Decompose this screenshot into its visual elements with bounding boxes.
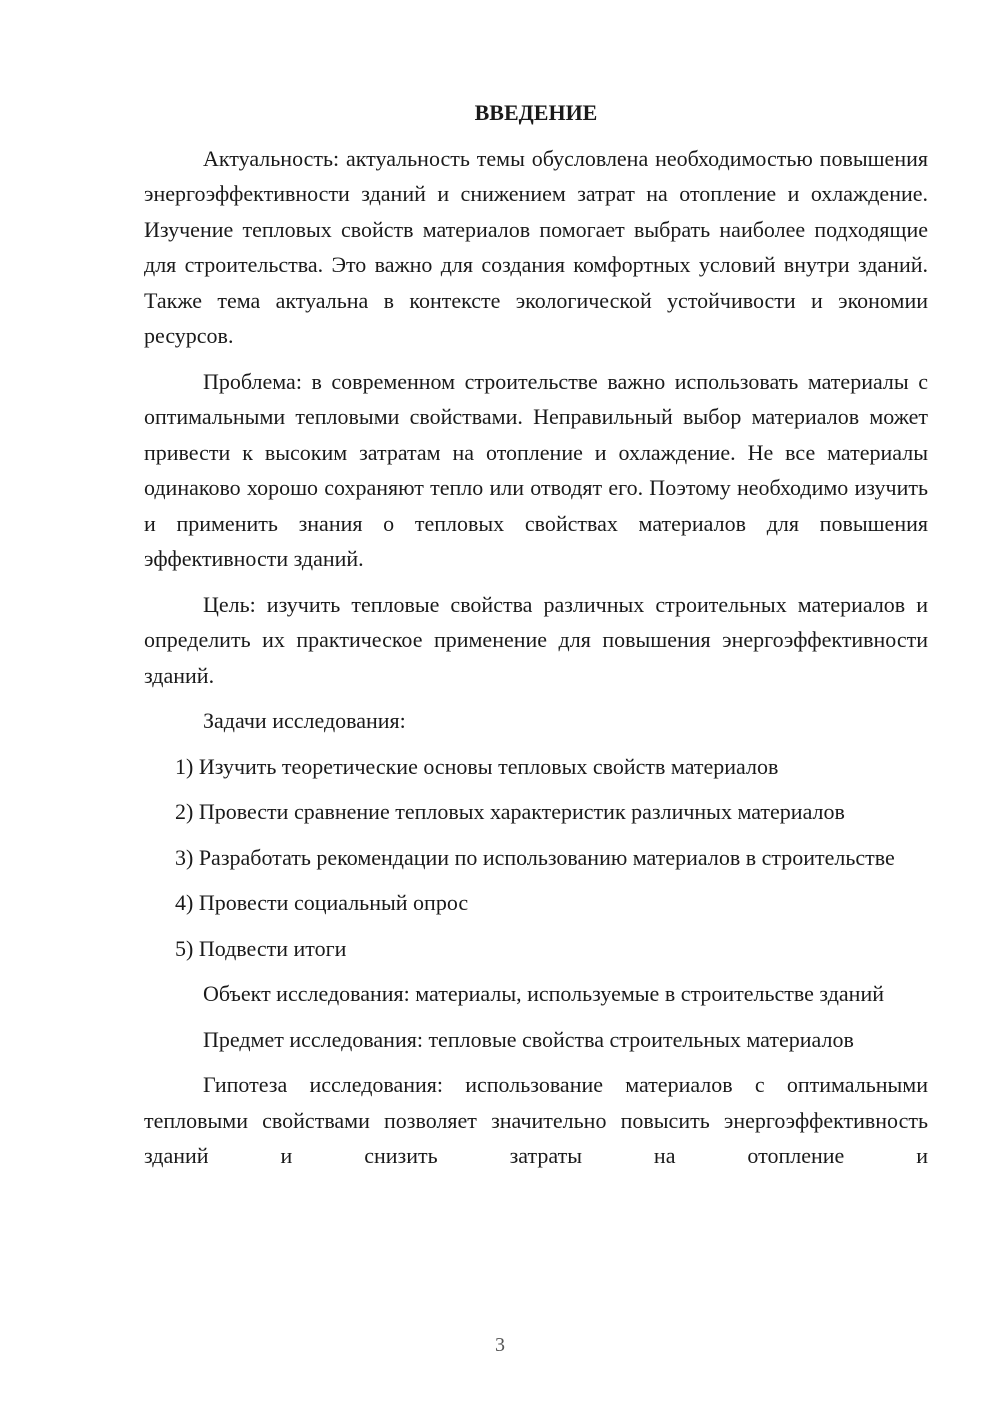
- paragraph-relevance: Актуальность: актуальность темы обусловлена необходимостью повышения энергоэффективности зданий и снижением затрат на отопление и охлаждение. Изучение тепловых свойств материалов помогает выбрать наиболее подходящие для строительства. Это важно для создания комфортных условий внутри зданий. Также тема актуальна в контексте экологической устойчивости и экономии ресурсов.: [144, 145, 928, 348]
- paragraph-tasks-heading: Задачи исследования:: [203, 708, 406, 733]
- list-item: 2) Провести сравнение тепловых характеристик различных материалов: [175, 799, 845, 824]
- paragraph-problem: Проблема: в современном строительстве важно использовать материалы с оптимальными тепловыми свойствами. Неправильный выбор материалов может привести к высоким затратам на отопление и охлаждение. Не все материалы одинаково хорошо сохраняют тепло или отводят его. Поэтому необходимо изучить и применить знания о тепловых свойствах материалов для повышения эффективности зданий.: [144, 368, 928, 571]
- list-item: 5) Подвести итоги: [175, 935, 347, 961]
- paragraph-hypothesis: Гипотеза исследования: использование материалов с оптимальными тепловыми свойствами позволяет значительно повысить энергоэффективность зданий и снизить затраты на отопление и: [144, 1072, 928, 1168]
- page-content: [144, 95, 928, 1184]
- list-item: 4) Провести социальный опрос: [175, 890, 469, 915]
- paragraph-goal: Цель: изучить тепловые свойства различных строительных материалов и определить их практическое применение для повышения энергоэффективности зданий.: [144, 591, 928, 688]
- paragraph-subject: Предмет исследования: тепловые свойства строительных материалов: [203, 1026, 854, 1052]
- list-item: 1) Изучить теоретические основы тепловых свойств материалов: [175, 753, 779, 779]
- paragraph-object: Объект исследования: материалы, используемые в строительстве зданий: [203, 981, 884, 1006]
- list-item: 3) Разработать рекомендации по использованию материалов в строительстве: [175, 844, 895, 870]
- page-title: ВВЕДЕНИЕ: [474, 100, 598, 125]
- page-number: 3: [495, 1334, 505, 1356]
